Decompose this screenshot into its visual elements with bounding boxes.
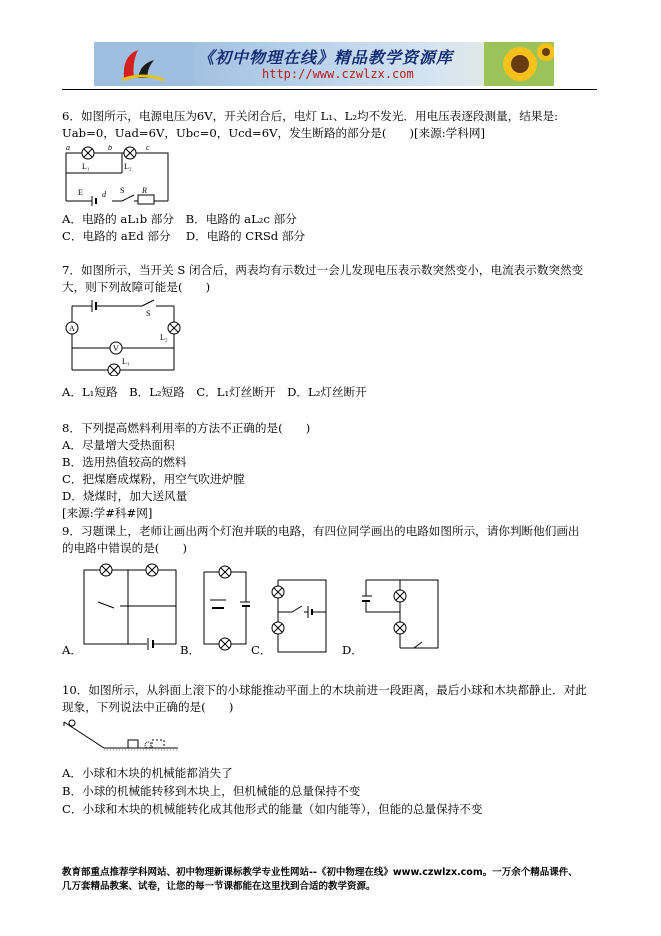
q7-label-voltmeter: V [113, 344, 119, 353]
q10-option-b: B．小球的机械能转移到木块上，但机械能的总量保持不变 [62, 784, 361, 798]
footer-spacer [62, 858, 597, 859]
q8-option-b: B．选用热值较高的燃料 [62, 455, 187, 469]
q9-choice-c-label: C． [251, 643, 272, 657]
q8-option-c: C．把煤磨成煤粉，用空气吹进炉膛 [62, 472, 245, 486]
header-banner [94, 42, 554, 86]
q9-choice-d-label: D． [342, 643, 363, 657]
q10-stem-line2: 现象，下列说法中正确的是( ) [62, 700, 234, 714]
site-logo [94, 42, 194, 86]
q6-label-s: S [120, 186, 125, 195]
q6-stem-line1: 6．如图所示，电源电压为6V，开关闭合后，电灯 L₁、L₂均不发光．用电压表逐段测量，结果是: [62, 109, 558, 123]
q6-label-l2: L₂ [124, 162, 132, 171]
q10-option-c: C．小球和木块的机械能转化成其他形式的能量（如内能等），但能的总量保持不变 [62, 802, 483, 816]
q6-label-c: c [146, 145, 150, 152]
q7-options: A．L₁短路 B．L₂短路 C．L₁灯丝断开 D．L₂灯丝断开 [62, 385, 367, 399]
q9-circuit-a [80, 562, 180, 650]
footer-line1: 教育部重点推荐学科网站、初中物理新课标教学专业性网站--《初中物理在线》www.czwlzx.com。一万余个精品课件、 [62, 867, 578, 878]
q7-stem-line1: 7．如图所示，当开关 S 闭合后，两表均有示数过一会儿发现电压表示数突然变小，电流表示数突然变 [62, 263, 584, 277]
q8-option-a: A．尽量增大受热面积 [62, 438, 175, 452]
footer-line2: 几万套精品教案、试卷，让您的每一节课都能在这里找到合适的教学资源。 [62, 881, 376, 892]
q7-label-ammeter: A [69, 324, 75, 333]
q9-circuit-d [362, 576, 442, 652]
q6-label-l1: L₁ [82, 162, 90, 171]
q10-option-a: A．小球和木块的机械能都消失了 [62, 766, 233, 780]
header-rule [62, 89, 597, 90]
q10-stem-line1: 10．如图所示，从斜面上滚下的小球能推动平面上的木块前进一段距离，最后小球和木块都静止．对此 [62, 683, 587, 697]
q7-label-s: S [146, 309, 151, 318]
q9-circuit-b [200, 562, 250, 652]
q9-circuit-c [270, 576, 332, 656]
banner-title: 《初中物理在线》精品教学资源库 [198, 48, 454, 67]
q6-circuit-diagram [62, 145, 172, 209]
q6-options-row2: C．电路的 aEd 部分 D．电路的 CRSd 部分 [62, 229, 306, 243]
sunflower-image [484, 42, 554, 86]
q7-label-l1: L₁ [122, 357, 130, 366]
q8-stem: 8．下列提高燃料利用率的方法不正确的是( ) [62, 421, 311, 435]
q6-label-a: a [66, 145, 70, 152]
q8-source: [来源:学#科#网] [62, 506, 153, 520]
q9-choice-a-label: A． [62, 643, 82, 657]
q9-stem-line2: 的电路中错误的是( ) [62, 541, 187, 555]
q10-incline-diagram [62, 718, 182, 752]
q7-stem-line2: 大，则下列故障可能是( ) [62, 280, 211, 294]
q7-label-l2: L₂ [160, 333, 168, 342]
q6-label-e: E [78, 188, 83, 197]
q9-stem-line1: 9．习题课上，老师让画出两个灯泡并联的电路，有四位同学画出的电路如图所示，请你判断他们画出 [62, 524, 580, 538]
q7-circuit-diagram [62, 298, 188, 376]
banner-url: http://www.czwlzx.com [262, 67, 414, 81]
q6-options-row1: A．电路的 aL₁b 部分 B．电路的 aL₂c 部分 [62, 212, 297, 226]
q8-option-d: D．烧煤时，加大送风量 [62, 489, 188, 503]
q6-label-d: d [102, 190, 106, 199]
q6-label-r: R [142, 186, 147, 195]
q6-stem-line2: Uab=0，Uad=6V，Ubc=0，Ucd=6V，发生断路的部分是( )[来源:学科网] [62, 126, 485, 140]
q6-label-b: b [108, 145, 112, 152]
q9-choice-b-label: B． [180, 643, 201, 657]
